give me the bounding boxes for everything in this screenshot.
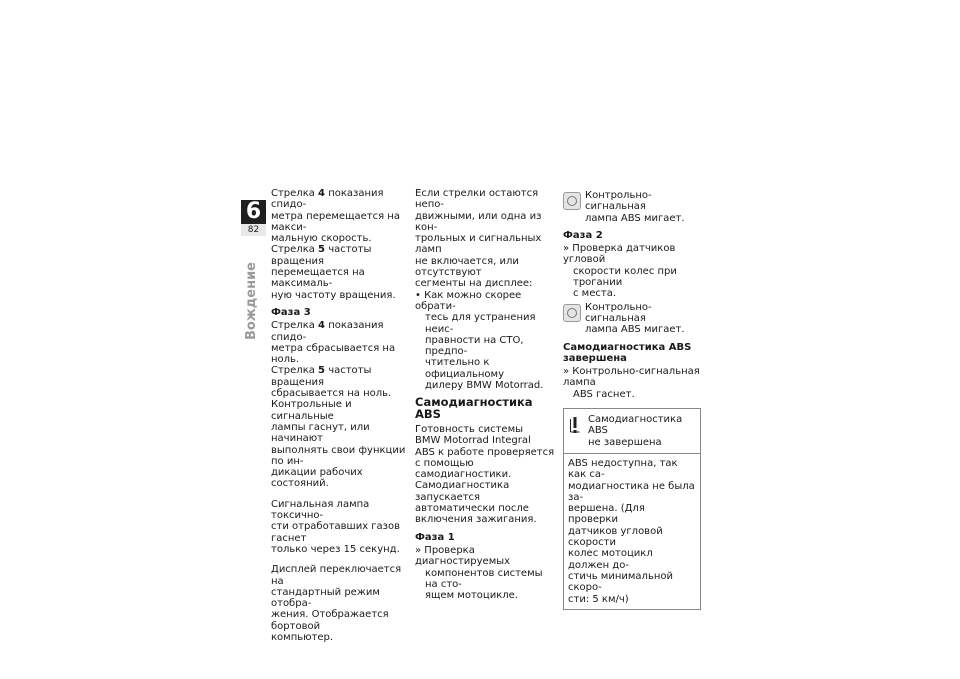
abs-lamp-icon	[563, 304, 581, 322]
step-complete: » Контрольно-сигнальная лампа ABS гаснет.	[563, 366, 700, 400]
col1-paragraph-3: Сигнальная лампа токсично- сти отработавших газов гаснет только через 15 секунд.	[271, 498, 401, 555]
column-2	[415, 188, 555, 601]
col2-paragraph-1: Если стрелки остаются непо- движными, или одна из кон- трольных и сигнальных ламп не включается, или отсутствуют сегменты на дисплее:	[415, 188, 542, 290]
col1-paragraph-4: Дисплей переключается на стандартный режим отобра- жения. Отображается бортовой компьютер.	[271, 564, 402, 643]
heading-phase-3: Фаза 3	[271, 306, 311, 318]
bullet-item: • Как можно скорее обрати- тесь для устранения неис- правности на СТО, предпо- чтительно к официальному дилеру BMW Motorrad.	[415, 289, 544, 392]
note-header: Самодиагностика ABS не завершена	[564, 409, 700, 454]
warning-exclamation-icon	[570, 416, 580, 434]
chapter-marker	[241, 200, 266, 236]
heading-phase-2: Фаза 2	[563, 229, 603, 241]
lamp-note-2: Контрольно-сигнальная лампа ABS мигает.	[563, 302, 703, 336]
lamp-note-1: Контрольно-сигнальная лампа ABS мигает.	[563, 190, 703, 224]
step-phase-2: » Проверка датчиков угловой скорости колес при трогании с места.	[563, 243, 677, 300]
column-3	[563, 188, 703, 610]
note-box	[563, 408, 701, 610]
note-body: ABS недоступна, так как са- модиагностика не была за- вершена. (Для проверки датчиков угловой скорости колес мотоцикл должен до- стичь минимальной скоро- сти: 5 км/ч)	[568, 457, 695, 605]
col2-paragraph-2: Готовность системы BMW Motorrad Integral ABS к работе проверяется с помощью самодиагностики. Самодиагностика запускается автоматически после включения зажигания.	[415, 423, 555, 526]
heading-phase-1: Фаза 1	[415, 531, 455, 543]
chapter-number: 6	[245, 199, 262, 224]
abs-lamp-icon	[563, 192, 581, 210]
heading-diagnosis-complete: Самодиагностика ABS завершена	[563, 341, 692, 364]
col1-paragraph-2: Стрелка 4 показания спидо- метра сбрасывается на ноль. Стрелка 5 частоты вращения сбрасывается на ноль. Контрольные и сигнальные лампы гаснут, или начинают выполнять свои функции по ин- дикации рабочих состояний.	[271, 320, 406, 490]
chapter-title: Вождение	[244, 262, 259, 340]
heading-abs-self-diagnosis: Самодиагностика ABS	[415, 395, 533, 421]
page-number: 82	[241, 224, 266, 236]
step-phase-1: » Проверка диагностируемых компонентов системы на сто- ящем мотоцикле.	[415, 544, 543, 602]
column-1	[271, 188, 406, 643]
col1-paragraph-1: Стрелка 4 показания спидо- метра перемещается на макси- мальную скорость. Стрелка 5 частоты вращения перемещается на максималь- ную частоту вращения.	[271, 188, 400, 301]
